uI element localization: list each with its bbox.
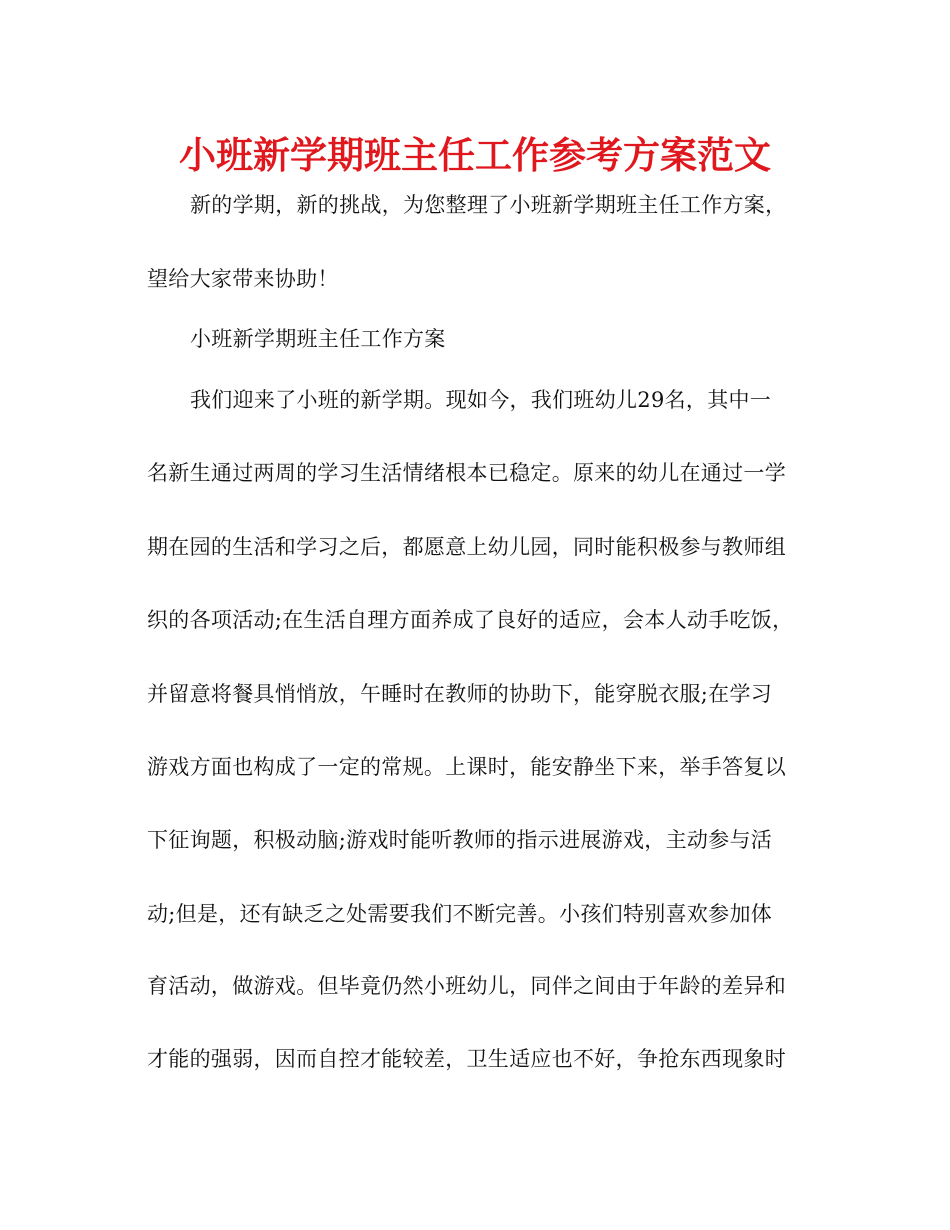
paragraph-line: 游戏方面也构成了一定的常规。上课时，能安静坐下来，举手答复以 [147, 755, 786, 779]
section-heading: 小班新学期班主任工作方案 [190, 327, 446, 351]
paragraph-line: 并留意将餐具悄悄放，午睡时在教师的协助下，能穿脱衣服;在学习 [147, 682, 773, 706]
paragraph-line: 下征询题，积极动脑;游戏时能听教师的指示进展游戏，主动参与活 [147, 828, 773, 852]
paragraph-line: 望给大家带来协助！ [147, 267, 339, 291]
paragraph-line: 动;但是，还有缺乏之处需要我们不断完善。小孩们特别喜欢参加体 [147, 902, 773, 926]
paragraph-line: 新的学期，新的挑战，为您整理了小班新学期班主任工作方案， [190, 193, 787, 217]
paragraph-line: 织的各项活动;在生活自理方面养成了良好的适应，会本人动手吃饭， [147, 608, 794, 632]
paragraph-line: 期在园的生活和学习之后，都愿意上幼儿园，同时能积极参与教师组 [147, 535, 786, 559]
paragraph-line: 才能的强弱，因而自控才能较差，卫生适应也不好，争抢东西现象时 [147, 1047, 786, 1071]
document-title: 小班新学期班主任工作参考方案范文 [179, 134, 771, 177]
paragraph-line: 我们迎来了小班的新学期。现如今，我们班幼儿29名，其中一 [190, 388, 772, 412]
paragraph-line: 名新生通过两周的学习生活情绪根本已稳定。原来的幼儿在通过一学 [147, 461, 786, 485]
paragraph-line: 育活动，做游戏。但毕竟仍然小班幼儿，同伴之间由于年龄的差异和 [147, 974, 786, 998]
